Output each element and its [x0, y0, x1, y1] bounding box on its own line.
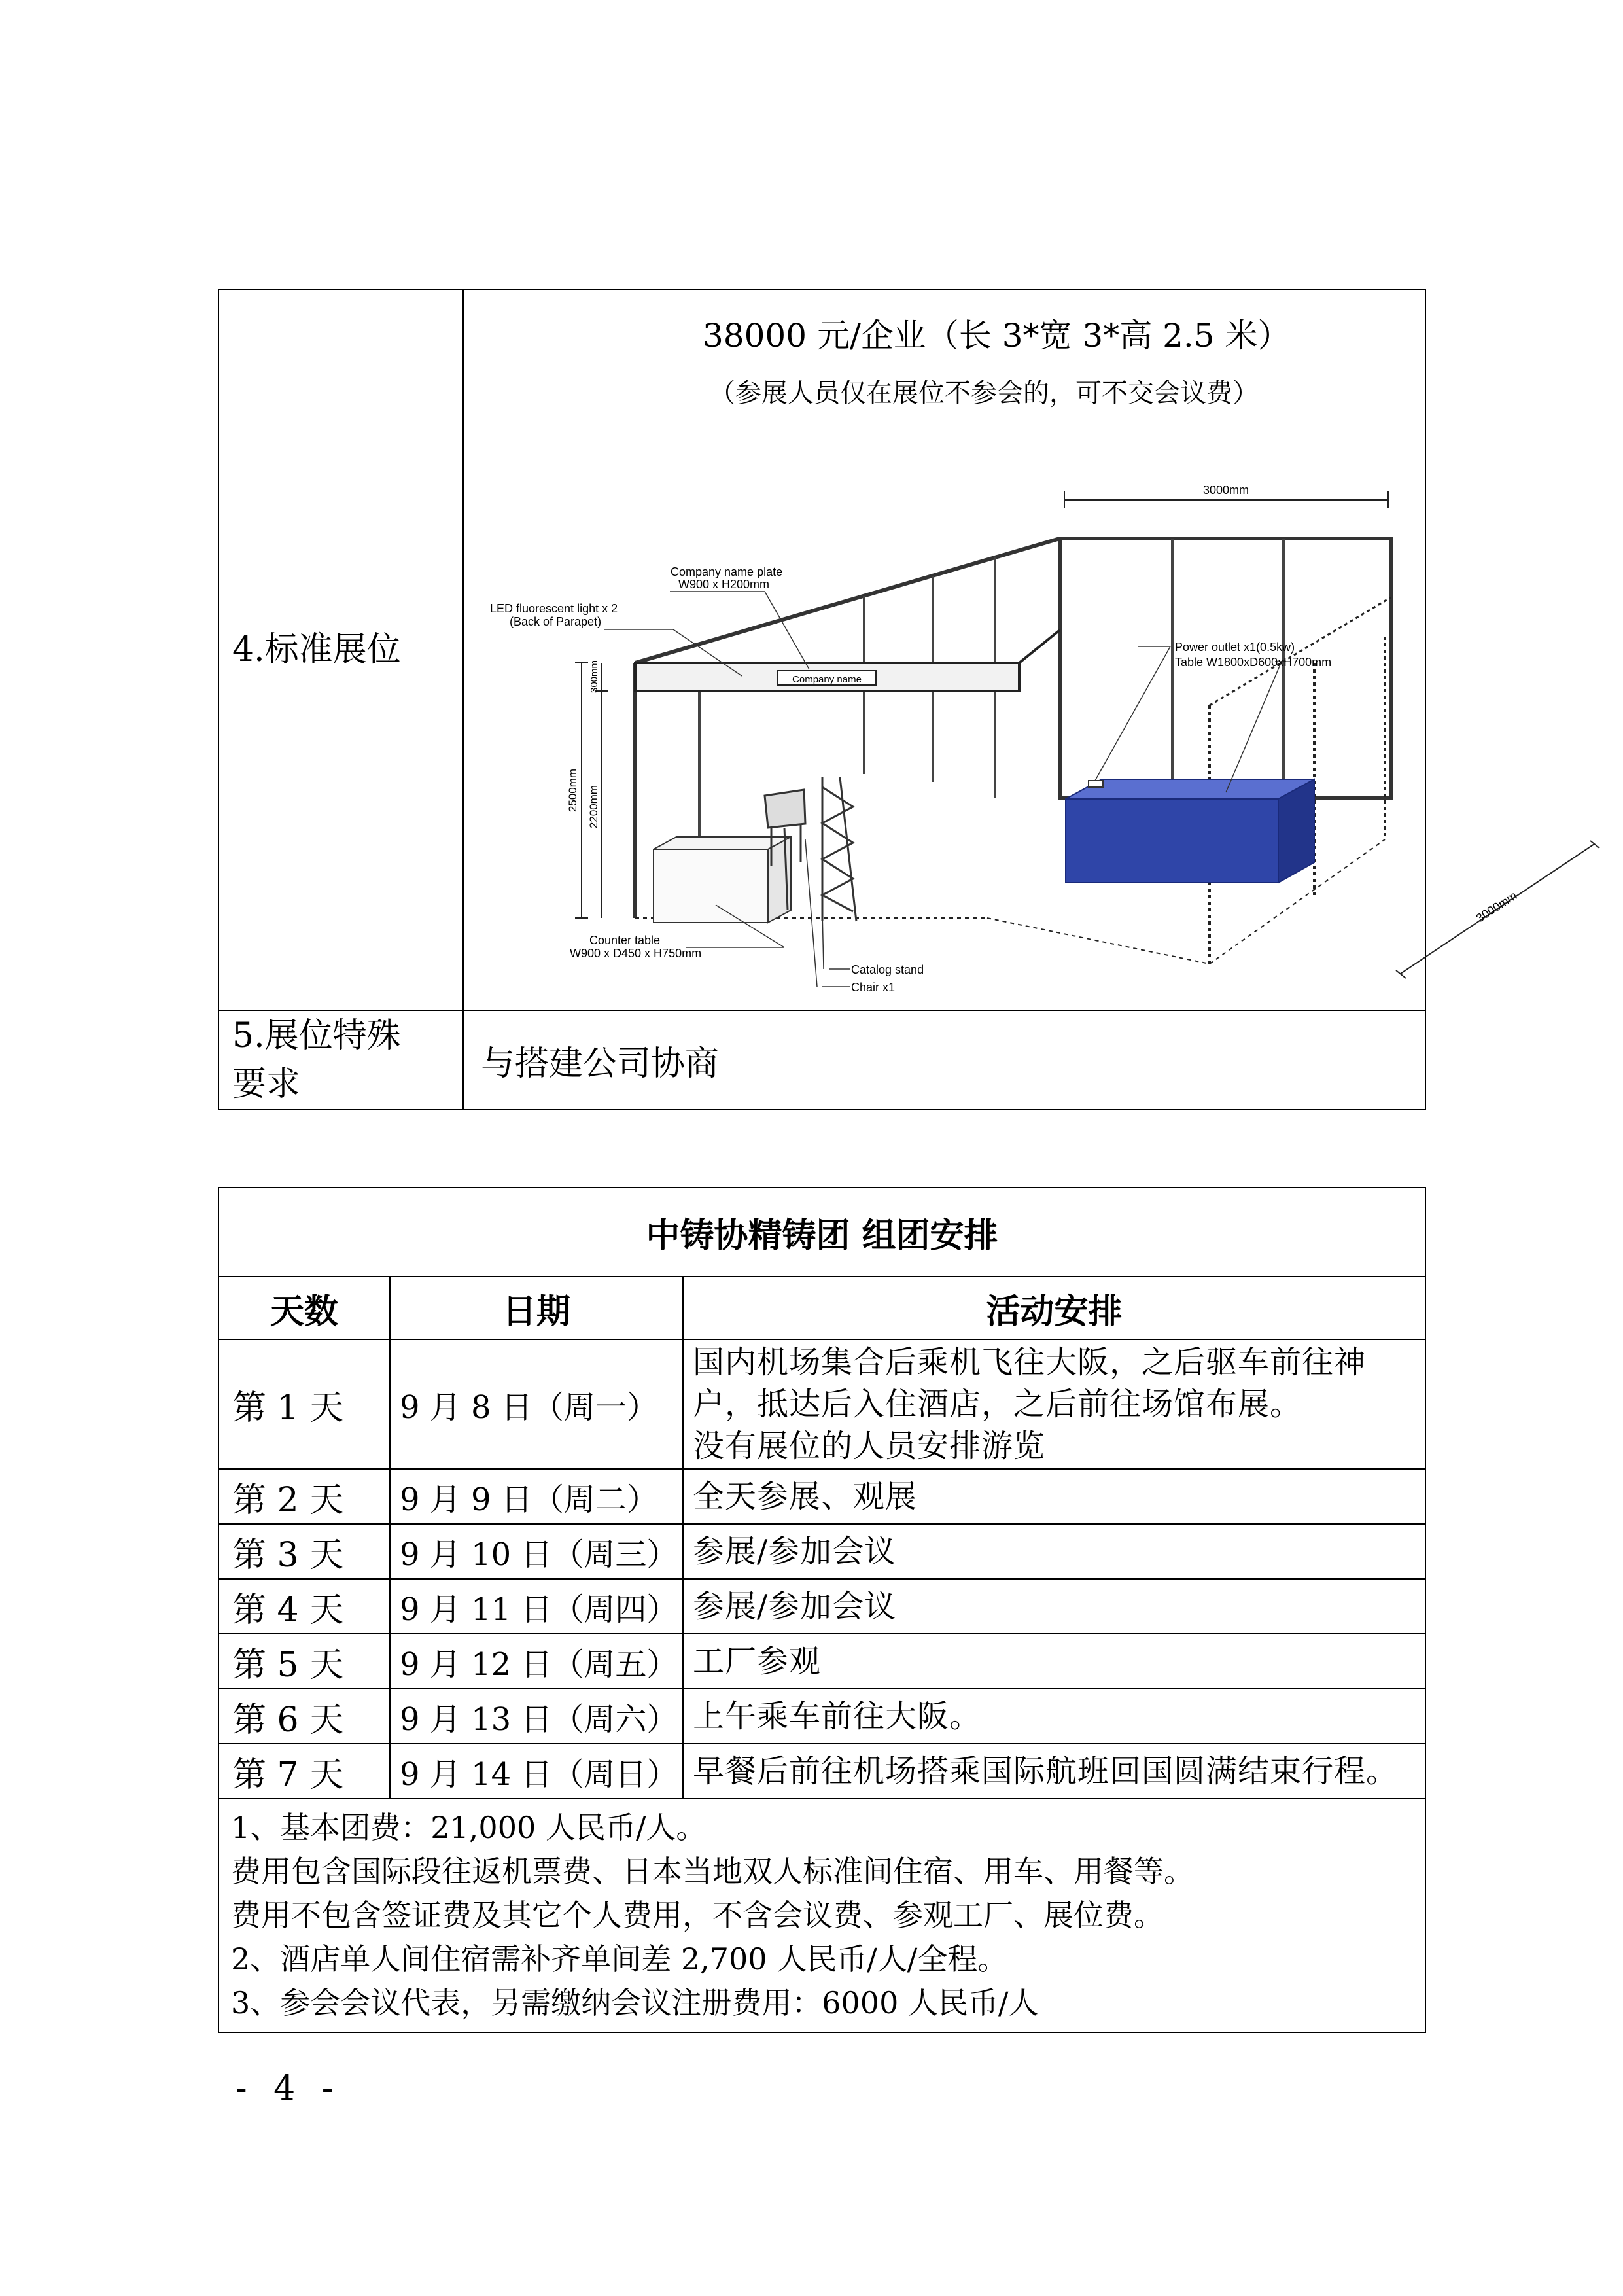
note-line: 费用不包含签证费及其它个人费用，不含会议费、参观工厂、展位费。	[231, 1898, 1164, 1933]
table-row	[218, 1689, 1425, 1744]
note-line: 1、基本团费：21,000 人民币/人。	[231, 1810, 707, 1845]
table-label: Table W1800xD600xH700mm	[1175, 656, 1332, 669]
activity-cell	[683, 1339, 1425, 1469]
activity-cell: 参展/参加会议	[683, 1579, 1425, 1634]
date-cell: 9 月 12 日（周五）	[390, 1634, 683, 1689]
table-blue	[1066, 799, 1278, 883]
fee-notes	[218, 1799, 1425, 2032]
day-cell: 第 2 天	[218, 1469, 390, 1524]
led-line1: LED fluorescent light x 2	[490, 602, 618, 615]
date-cell: 9 月 8 日（周一）	[390, 1339, 683, 1469]
activity-line: 没有展位的人员安排游览	[693, 1428, 1046, 1464]
day-cell: 第 3 天	[218, 1524, 390, 1579]
special-value: 与搭建公司协商	[463, 1010, 1425, 1110]
header-day: 天数	[218, 1277, 390, 1339]
chair-label: Chair x1	[851, 981, 896, 994]
day-cell: 第 4 天	[218, 1579, 390, 1634]
activity-cell: 全天参展、观展	[683, 1469, 1425, 1524]
day-cell: 第 5 天	[218, 1634, 390, 1689]
dim-width-label: 3000mm	[1202, 484, 1249, 497]
catalog-stand-label: Catalog stand	[851, 963, 924, 976]
company-name-label: Company name	[792, 674, 862, 685]
special-label	[218, 1010, 463, 1110]
table-row	[218, 1339, 1425, 1469]
page-number: - 4 -	[236, 2069, 341, 2108]
booth-note: （参展人员仅在展位不参会的，可不交会议费）	[709, 378, 1259, 408]
table-row	[218, 1469, 1425, 1524]
note-line: 费用包含国际段往返机票费、日本当地双人标准间住宿、用车、用餐等。	[231, 1854, 1194, 1889]
activity-cell: 早餐后前往机场搭乘国际航班回国圆满结束行程。	[683, 1744, 1425, 1799]
table-row	[218, 1524, 1425, 1579]
date-cell: 9 月 10 日（周三）	[390, 1524, 683, 1579]
day-cell: 第 7 天	[218, 1744, 390, 1799]
day-cell: 第 1 天	[218, 1339, 390, 1469]
table-row	[218, 1744, 1425, 1799]
day-cell: 第 6 天	[218, 1689, 390, 1744]
activity-cell: 工厂参观	[683, 1634, 1425, 1689]
counter-line2: W900 x D450 x H750mm	[570, 947, 702, 960]
note-line: 2、酒店单人间住宿需补齐单间差 2,700 人民币/人/全程。	[231, 1941, 1008, 1977]
dim-height-inner: 2200mm	[587, 785, 600, 829]
company-plate-line1: Company name plate	[671, 565, 783, 578]
power-outlet-label: Power outlet x1(0.5kw)	[1175, 641, 1295, 654]
company-plate-line2: W900 x H200mm	[678, 578, 770, 591]
date-cell: 9 月 14 日（周日）	[390, 1744, 683, 1799]
table-row	[218, 1634, 1425, 1689]
special-label-line1: 5.展位特殊	[232, 1016, 401, 1055]
date-cell: 9 月 9 日（周二）	[390, 1469, 683, 1524]
dim-depth-label: 3000mm	[1473, 889, 1520, 925]
booth-label: 4.标准展位	[218, 289, 463, 1010]
activity-line: 户，抵达后入住酒店，之后前往场馆布展。	[693, 1386, 1302, 1422]
header-activity: 活动安排	[683, 1277, 1425, 1339]
counter-table	[654, 849, 768, 923]
activity-line: 国内机场集合后乘机飞往大阪，之后驱车前往神	[693, 1344, 1367, 1381]
note-line: 3、参会会议代表，另需缴纳会议注册费用：6000 人民币/人	[231, 1985, 1039, 2021]
dim-height-total: 2500mm	[567, 768, 579, 813]
booth-price: 38000 元/企业（长 3*宽 3*高 2.5 米）	[703, 317, 1291, 355]
date-cell: 9 月 13 日（周六）	[390, 1689, 683, 1744]
counter-line1: Counter table	[589, 934, 661, 947]
dim-height-fascia: 300mm	[589, 660, 600, 694]
special-label-line2: 要求	[232, 1065, 301, 1104]
booth-table	[218, 289, 1520, 1110]
booth-detail-cell	[463, 289, 1520, 1010]
itinerary-title: 中铸协精铸团 组团安排	[218, 1188, 1425, 1277]
date-cell: 9 月 11 日（周四）	[390, 1579, 683, 1634]
activity-cell: 上午乘车前往大阪。	[683, 1689, 1425, 1744]
header-date: 日期	[390, 1277, 683, 1339]
catalog-stand	[822, 777, 856, 921]
itinerary-table	[218, 1187, 1426, 2033]
activity-cell: 参展/参加会议	[683, 1524, 1425, 1579]
booth-diagram	[464, 290, 1520, 1010]
table-row	[218, 1579, 1425, 1634]
led-line2: (Back of Parapet)	[510, 615, 602, 628]
